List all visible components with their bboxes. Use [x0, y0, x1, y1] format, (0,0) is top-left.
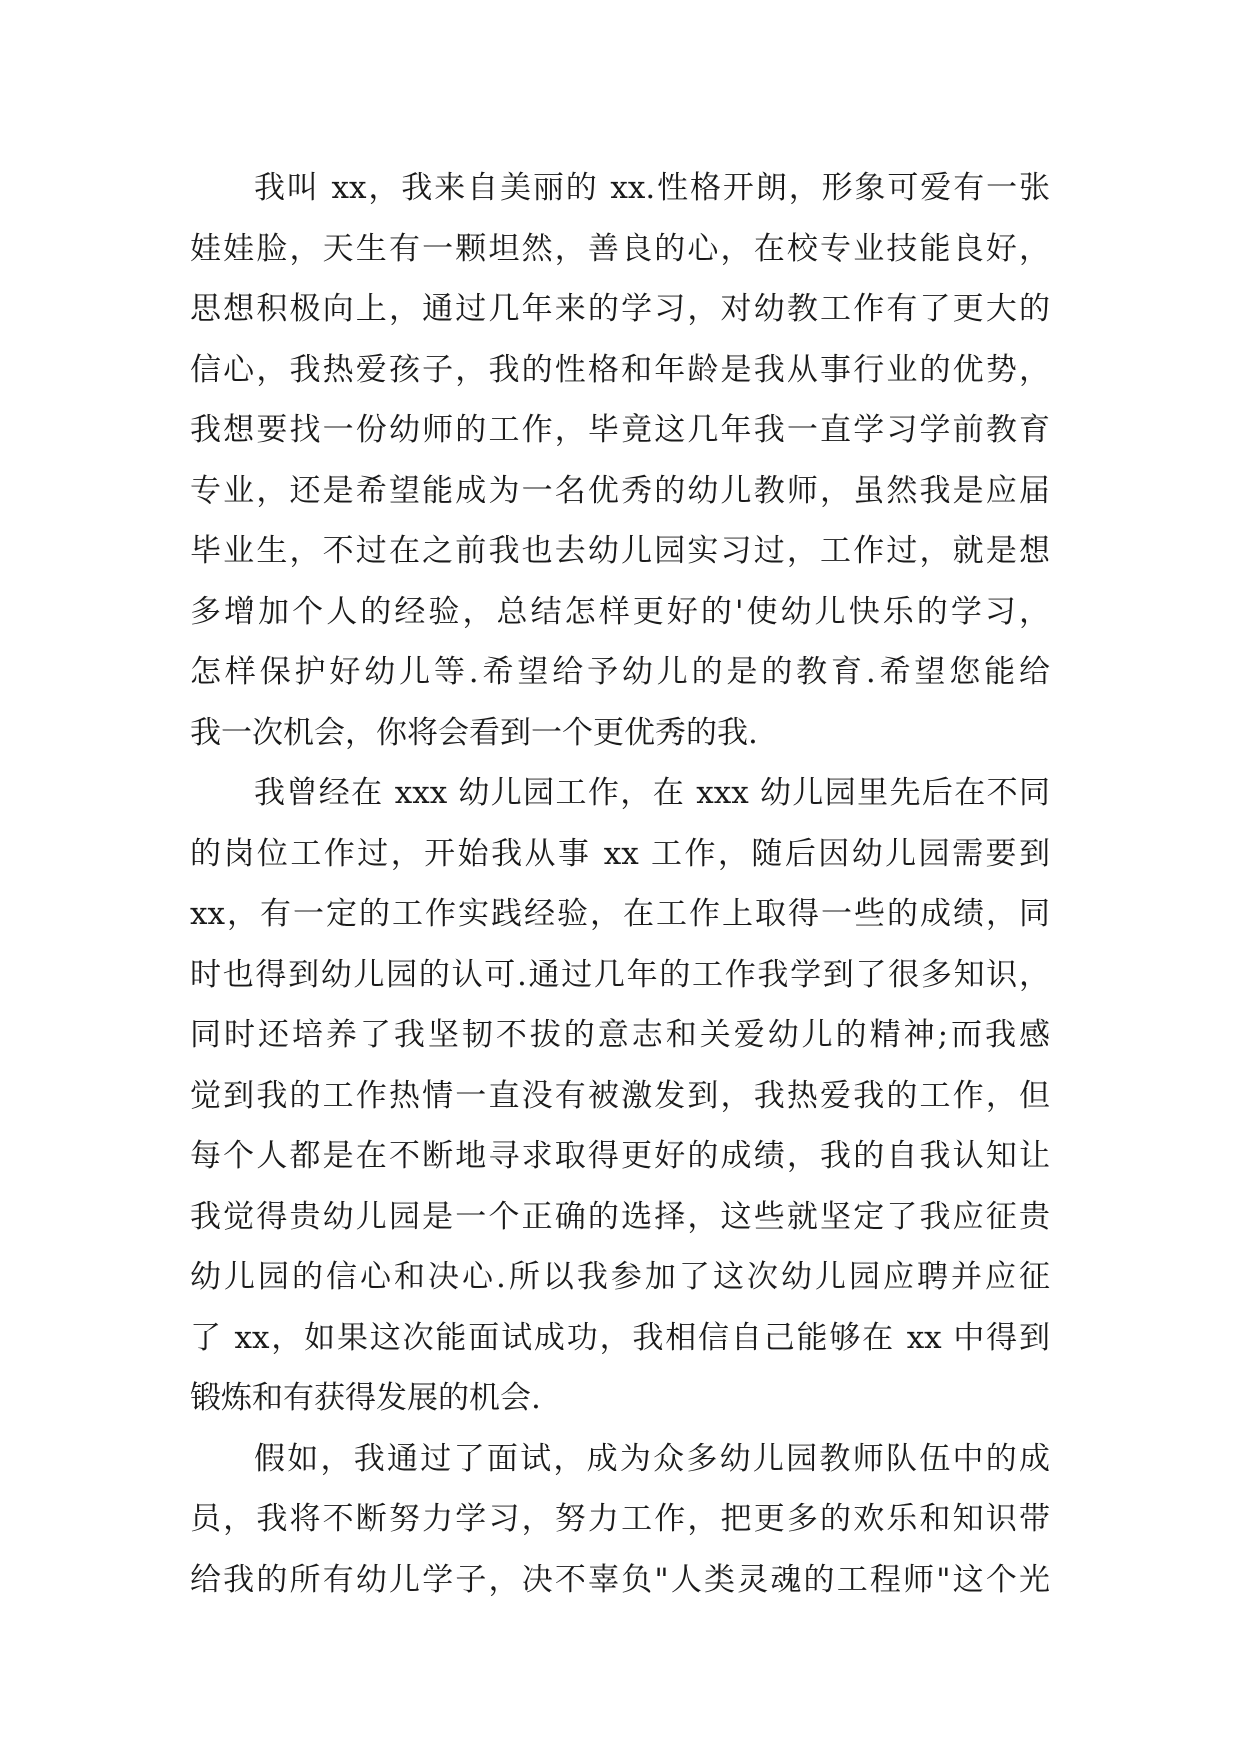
- paragraph-3-line-1: 假如，我通过了面试，成为众多幼儿园教师队伍中的成: [254, 1440, 1050, 1477]
- paragraph-2-line-8: 我觉得贵幼儿园是一个正确的选择，这些就坚定了我应征贵: [190, 1198, 1050, 1235]
- paragraph-1-line-9: 怎样保护好幼儿等.希望给予幼儿的是的教育.希望您能给: [190, 654, 1050, 690]
- document-body: [190, 158, 1050, 1610]
- paragraph-1-line-6: 专业，还是希望能成为一名优秀的幼儿教师，虽然我是应届: [190, 472, 1050, 509]
- paragraph-2-line-10: 了 xx，如果这次能面试成功，我相信自己能够在 xx 中得到: [190, 1319, 1050, 1356]
- paragraph-1-line-7: 毕业生，不过在之前我也去幼儿园实习过，工作过，就是想: [190, 533, 1050, 569]
- paragraph-2-line-2: 的岗位工作过，开始我从事 xx 工作，随后因幼儿园需要到: [190, 835, 1050, 872]
- paragraph-1-line-5: 我想要找一份幼师的工作，毕竟这几年我一直学习学前教育: [190, 412, 1050, 448]
- paragraph-1-line-1: 我叫 xx，我来自美丽的 xx.性格开朗，形象可爱有一张: [254, 170, 1050, 206]
- paragraph-2-line-7: 每个人都是在不断地寻求取得更好的成绩，我的自我认知让: [190, 1138, 1050, 1174]
- paragraph-2-line-5: 同时还培养了我坚韧不拔的意志和关爱幼儿的精神;而我感: [190, 1017, 1050, 1053]
- paragraph-1-line-3: 思想积极向上，通过几年来的学习，对幼教工作有了更大的: [190, 291, 1050, 327]
- paragraph-2-line-11: 锻炼和有获得发展的机会.: [190, 1380, 541, 1416]
- paragraph-1-line-4: 信心，我热爱孩子，我的性格和年龄是我从事行业的优势，: [190, 351, 1050, 388]
- paragraph-2-line-4: 时也得到幼儿园的认可.通过几年的工作我学到了很多知识，: [190, 956, 1050, 993]
- paragraph-3-line-3: 给我的所有幼儿学子，决不辜负"人类灵魂的工程师"这个光: [190, 1561, 1050, 1598]
- paragraph-3-line-2: 员，我将不断努力学习，努力工作，把更多的欢乐和知识带: [190, 1501, 1050, 1537]
- paragraph-2-line-3: xx，有一定的工作实践经验，在工作上取得一些的成绩，同: [190, 896, 1050, 932]
- paragraph-1-line-8: 多增加个人的经验，总结怎样更好的'使幼儿快乐的学习，: [190, 593, 1050, 630]
- paragraph-1-line-2: 娃娃脸，天生有一颗坦然，善良的心，在校专业技能良好，: [190, 230, 1050, 267]
- paragraph-2-line-9: 幼儿园的信心和决心.所以我参加了这次幼儿园应聘并应征: [190, 1259, 1050, 1295]
- paragraph-2-line-1: 我曾经在 xxx 幼儿园工作，在 xxx 幼儿园里先后在不同: [254, 775, 1050, 811]
- paragraph-2-line-6: 觉到我的工作热情一直没有被激发到，我热爱我的工作，但: [190, 1077, 1050, 1114]
- paragraph-1-line-10: 我一次机会，你将会看到一个更优秀的我.: [190, 714, 758, 751]
